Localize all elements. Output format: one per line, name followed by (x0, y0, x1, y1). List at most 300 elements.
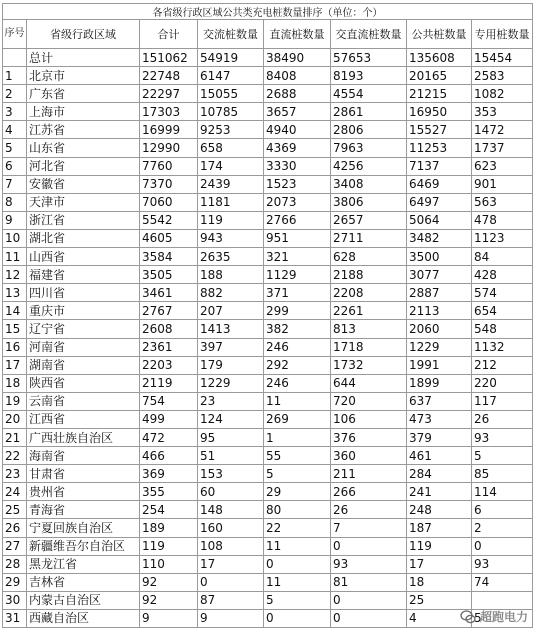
cell-dedicated: 574 (472, 284, 533, 302)
cell-dedicated (472, 591, 533, 609)
cell-ac: 9253 (198, 121, 264, 139)
cell-total: 3584 (140, 248, 198, 266)
cell-acdc: 26 (331, 501, 407, 519)
cell-dc: 5 (264, 591, 331, 609)
cell-ac: 397 (198, 338, 264, 356)
cell-public: 241 (407, 483, 472, 501)
cell-ac: 108 (198, 537, 264, 555)
cell-total: 9 (140, 609, 198, 627)
watermark-text: 超跑电力 (479, 610, 528, 624)
cell-acdc: 2806 (331, 121, 407, 139)
region-name: 北京市 (27, 67, 140, 85)
cell-ac: 23 (198, 392, 264, 410)
cell-total: 369 (140, 465, 198, 483)
region-name: 山东省 (27, 139, 140, 157)
cell-dc: 371 (264, 284, 331, 302)
cell-public: 21215 (407, 85, 472, 103)
header-acdc: 交直流桩数量 (331, 20, 407, 49)
cell-dc: 1523 (264, 175, 331, 193)
cell-dedicated: 0 (472, 537, 533, 555)
cell-acdc: 3806 (331, 193, 407, 211)
region-name: 河北省 (27, 157, 140, 175)
cell-acdc: 376 (331, 428, 407, 446)
row-index: 14 (3, 302, 27, 320)
cell-ac: 119 (198, 211, 264, 229)
cell-dedicated: 114 (472, 483, 533, 501)
table-row (3, 465, 533, 483)
row-index: 26 (3, 519, 27, 537)
cell-dedicated: 654 (472, 302, 533, 320)
cell-public: 3482 (407, 229, 472, 247)
row-index: 8 (3, 193, 27, 211)
cell-dc: 3657 (264, 103, 331, 121)
region-name: 宁夏回族自治区 (27, 519, 140, 537)
cell-total: 499 (140, 410, 198, 428)
cell-ac: 188 (198, 266, 264, 284)
table-row (3, 248, 533, 266)
cell-public: 25 (407, 591, 472, 609)
cell-dedicated: 26 (472, 410, 533, 428)
table-row (3, 410, 533, 428)
cell-total: 2119 (140, 374, 198, 392)
row-index: 1 (3, 67, 27, 85)
totals-dedicated: 15454 (472, 49, 533, 67)
region-name: 江苏省 (27, 121, 140, 139)
cell-ac: 17 (198, 555, 264, 573)
table-row (3, 157, 533, 175)
table-row (3, 483, 533, 501)
cell-public: 1229 (407, 338, 472, 356)
cell-acdc: 360 (331, 447, 407, 465)
totals-ac: 54919 (198, 49, 264, 67)
row-index: 16 (3, 338, 27, 356)
cell-ac: 1229 (198, 374, 264, 392)
cell-dc: 11 (264, 573, 331, 591)
cell-acdc: 106 (331, 410, 407, 428)
cell-dc: 321 (264, 248, 331, 266)
header-dedicated: 专用桩数量 (472, 20, 533, 49)
cell-dedicated: 85 (472, 465, 533, 483)
cell-dc: 80 (264, 501, 331, 519)
table-row (3, 320, 533, 338)
cell-dc: 246 (264, 374, 331, 392)
cell-total: 2767 (140, 302, 198, 320)
region-name: 青海省 (27, 501, 140, 519)
cell-dedicated: 563 (472, 193, 533, 211)
row-index: 30 (3, 591, 27, 609)
table-row (3, 211, 533, 229)
cell-dc: 4940 (264, 121, 331, 139)
header-total: 合计 (140, 20, 198, 49)
cell-ac: 1181 (198, 193, 264, 211)
region-name: 内蒙古自治区 (27, 591, 140, 609)
table-row (3, 284, 533, 302)
cell-dc: 2073 (264, 193, 331, 211)
cell-public: 6469 (407, 175, 472, 193)
cell-total: 12990 (140, 139, 198, 157)
cell-acdc: 0 (331, 609, 407, 627)
cell-acdc: 2711 (331, 229, 407, 247)
header-ac: 交流桩数量 (198, 20, 264, 49)
cell-ac: 60 (198, 483, 264, 501)
region-name: 海南省 (27, 447, 140, 465)
cell-dedicated: 353 (472, 103, 533, 121)
cell-dc: 951 (264, 229, 331, 247)
row-index: 15 (3, 320, 27, 338)
row-index: 31 (3, 609, 27, 627)
table-row (3, 447, 533, 465)
totals-row (3, 49, 533, 67)
row-index: 12 (3, 266, 27, 284)
cell-public: 5064 (407, 211, 472, 229)
cell-total: 2608 (140, 320, 198, 338)
cell-public: 2887 (407, 284, 472, 302)
cell-acdc: 211 (331, 465, 407, 483)
cell-ac: 124 (198, 410, 264, 428)
cell-ac: 160 (198, 519, 264, 537)
cell-dedicated: 84 (472, 248, 533, 266)
cell-dc: 0 (264, 609, 331, 627)
cell-public: 18 (407, 573, 472, 591)
header-public: 公共桩数量 (407, 20, 472, 49)
cell-ac: 179 (198, 356, 264, 374)
region-name: 浙江省 (27, 211, 140, 229)
cell-ac: 10785 (198, 103, 264, 121)
table-row (3, 67, 533, 85)
region-name: 重庆市 (27, 302, 140, 320)
cell-acdc: 81 (331, 573, 407, 591)
region-name: 河南省 (27, 338, 140, 356)
table-row (3, 537, 533, 555)
cell-dedicated: 428 (472, 266, 533, 284)
region-name: 辽宁省 (27, 320, 140, 338)
table-row (3, 139, 533, 157)
region-name: 贵州省 (27, 483, 140, 501)
totals-index (3, 49, 27, 67)
cell-acdc: 8193 (331, 67, 407, 85)
cell-ac: 9 (198, 609, 264, 627)
region-name: 新疆维吾尔自治区 (27, 537, 140, 555)
cell-public: 119 (407, 537, 472, 555)
charging-pile-table (2, 3, 533, 628)
cell-acdc: 93 (331, 555, 407, 573)
cell-public: 11253 (407, 139, 472, 157)
cell-acdc: 266 (331, 483, 407, 501)
cell-acdc: 644 (331, 374, 407, 392)
cell-acdc: 628 (331, 248, 407, 266)
cell-acdc: 2861 (331, 103, 407, 121)
cell-total: 92 (140, 573, 198, 591)
cell-dc: 1129 (264, 266, 331, 284)
region-name: 福建省 (27, 266, 140, 284)
cell-public: 16950 (407, 103, 472, 121)
cell-public: 461 (407, 447, 472, 465)
table-row (3, 501, 533, 519)
cell-total: 119 (140, 537, 198, 555)
cell-dc: 11 (264, 537, 331, 555)
cell-dedicated: 6 (472, 501, 533, 519)
cell-total: 110 (140, 555, 198, 573)
cell-public: 473 (407, 410, 472, 428)
cell-acdc: 2261 (331, 302, 407, 320)
cell-public: 1991 (407, 356, 472, 374)
region-name: 吉林省 (27, 573, 140, 591)
cell-dedicated: 117 (472, 392, 533, 410)
row-index: 4 (3, 121, 27, 139)
cell-acdc: 0 (331, 591, 407, 609)
cell-ac: 0 (198, 573, 264, 591)
cell-dc: 292 (264, 356, 331, 374)
totals-label: 总计 (27, 49, 140, 67)
cell-ac: 6147 (198, 67, 264, 85)
cell-dc: 29 (264, 483, 331, 501)
cell-ac: 2439 (198, 175, 264, 193)
table-row (3, 591, 533, 609)
cell-total: 3505 (140, 266, 198, 284)
cell-acdc: 2208 (331, 284, 407, 302)
cell-dedicated: 548 (472, 320, 533, 338)
cell-total: 2361 (140, 338, 198, 356)
cell-dedicated: 93 (472, 555, 533, 573)
cell-public: 379 (407, 428, 472, 446)
cell-total: 7370 (140, 175, 198, 193)
table-row (3, 121, 533, 139)
table-row (3, 555, 533, 573)
totals-public: 135608 (407, 49, 472, 67)
cell-dc: 2688 (264, 85, 331, 103)
row-index: 22 (3, 447, 27, 465)
row-index: 19 (3, 392, 27, 410)
table-row (3, 85, 533, 103)
region-name: 云南省 (27, 392, 140, 410)
table-row (3, 392, 533, 410)
cell-ac: 207 (198, 302, 264, 320)
cell-dedicated: 2583 (472, 67, 533, 85)
cell-dedicated: 1472 (472, 121, 533, 139)
region-name: 山西省 (27, 248, 140, 266)
cell-public: 4 (407, 609, 472, 627)
cell-public: 17 (407, 555, 472, 573)
row-index: 11 (3, 248, 27, 266)
cell-public: 3077 (407, 266, 472, 284)
cell-acdc: 7 (331, 519, 407, 537)
cell-total: 2203 (140, 356, 198, 374)
cell-ac: 1413 (198, 320, 264, 338)
cell-dedicated: 74 (472, 573, 533, 591)
cell-ac: 95 (198, 428, 264, 446)
region-name: 广东省 (27, 85, 140, 103)
totals-acdc: 57653 (331, 49, 407, 67)
cell-total: 466 (140, 447, 198, 465)
region-name: 陕西省 (27, 374, 140, 392)
cell-public: 15527 (407, 121, 472, 139)
cell-public: 187 (407, 519, 472, 537)
cell-dc: 11 (264, 392, 331, 410)
cell-ac: 2635 (198, 248, 264, 266)
totals-dc: 38490 (264, 49, 331, 67)
cell-dedicated: 1737 (472, 139, 533, 157)
header-dc: 直流桩数量 (264, 20, 331, 49)
table-row (3, 266, 533, 284)
cell-acdc: 4256 (331, 157, 407, 175)
cell-dedicated: 623 (472, 157, 533, 175)
row-index: 13 (3, 284, 27, 302)
table-row (3, 103, 533, 121)
cell-public: 7137 (407, 157, 472, 175)
cell-total: 4605 (140, 229, 198, 247)
cell-public: 3500 (407, 248, 472, 266)
cell-public: 20165 (407, 67, 472, 85)
region-name: 江西省 (27, 410, 140, 428)
cell-public: 2113 (407, 302, 472, 320)
cell-ac: 153 (198, 465, 264, 483)
region-name: 甘肃省 (27, 465, 140, 483)
cell-dedicated: 93 (472, 428, 533, 446)
row-index: 29 (3, 573, 27, 591)
cell-total: 22297 (140, 85, 198, 103)
row-index: 18 (3, 374, 27, 392)
row-index: 2 (3, 85, 27, 103)
header-region: 省级行政区域 (27, 20, 140, 49)
region-name: 四川省 (27, 284, 140, 302)
cell-total: 92 (140, 591, 198, 609)
cell-dc: 22 (264, 519, 331, 537)
cell-dc: 299 (264, 302, 331, 320)
cell-dc: 1 (264, 428, 331, 446)
row-index: 5 (3, 139, 27, 157)
region-name: 西藏自治区 (27, 609, 140, 627)
cell-acdc: 4554 (331, 85, 407, 103)
row-index: 20 (3, 410, 27, 428)
row-index: 6 (3, 157, 27, 175)
cell-dedicated: 212 (472, 356, 533, 374)
cell-dedicated: 901 (472, 175, 533, 193)
cell-acdc: 1732 (331, 356, 407, 374)
cell-dc: 0 (264, 555, 331, 573)
row-index: 21 (3, 428, 27, 446)
header-index: 序号 (3, 20, 27, 49)
table-row (3, 338, 533, 356)
cell-total: 7060 (140, 193, 198, 211)
region-name: 广西壮族自治区 (27, 428, 140, 446)
row-index: 10 (3, 229, 27, 247)
table-title: 各省级行政区域公共类充电桩数量排序（单位：个） (3, 4, 533, 20)
cell-dedicated: 1123 (472, 229, 533, 247)
row-index: 24 (3, 483, 27, 501)
cell-dc: 3330 (264, 157, 331, 175)
cell-total: 189 (140, 519, 198, 537)
cell-acdc: 3408 (331, 175, 407, 193)
cell-total: 17303 (140, 103, 198, 121)
cell-total: 472 (140, 428, 198, 446)
row-index: 17 (3, 356, 27, 374)
cell-dc: 2766 (264, 211, 331, 229)
row-index: 3 (3, 103, 27, 121)
cell-public: 2060 (407, 320, 472, 338)
table-body (3, 49, 533, 628)
table-row (3, 428, 533, 446)
cell-acdc: 2657 (331, 211, 407, 229)
cell-dedicated: 478 (472, 211, 533, 229)
cell-dedicated: 5 (472, 609, 533, 627)
cell-acdc: 2188 (331, 266, 407, 284)
cell-acdc: 1718 (331, 338, 407, 356)
cell-dc: 4369 (264, 139, 331, 157)
cell-ac: 882 (198, 284, 264, 302)
table-row (3, 175, 533, 193)
cell-dedicated: 1132 (472, 338, 533, 356)
cell-total: 754 (140, 392, 198, 410)
table-row (3, 519, 533, 537)
row-index: 28 (3, 555, 27, 573)
region-name: 黑龙江省 (27, 555, 140, 573)
region-name: 安徽省 (27, 175, 140, 193)
row-index: 27 (3, 537, 27, 555)
cell-public: 6497 (407, 193, 472, 211)
watermark (460, 608, 528, 625)
totals-total: 151062 (140, 49, 198, 67)
cell-public: 1899 (407, 374, 472, 392)
cell-dedicated: 1082 (472, 85, 533, 103)
cell-public: 637 (407, 392, 472, 410)
region-name: 上海市 (27, 103, 140, 121)
cell-total: 3461 (140, 284, 198, 302)
cell-acdc: 0 (331, 537, 407, 555)
cell-total: 5542 (140, 211, 198, 229)
table-row (3, 356, 533, 374)
cell-dc: 246 (264, 338, 331, 356)
table-row (3, 302, 533, 320)
table-row (3, 193, 533, 211)
cell-ac: 658 (198, 139, 264, 157)
row-index: 7 (3, 175, 27, 193)
table-row (3, 374, 533, 392)
cell-ac: 51 (198, 447, 264, 465)
table-row (3, 609, 533, 627)
cell-ac: 174 (198, 157, 264, 175)
cell-total: 22748 (140, 67, 198, 85)
region-name: 天津市 (27, 193, 140, 211)
cell-acdc: 7963 (331, 139, 407, 157)
table-row (3, 573, 533, 591)
cell-ac: 943 (198, 229, 264, 247)
cell-dc: 8408 (264, 67, 331, 85)
cell-total: 16999 (140, 121, 198, 139)
cell-acdc: 813 (331, 320, 407, 338)
cell-dedicated: 220 (472, 374, 533, 392)
region-name: 湖北省 (27, 229, 140, 247)
cell-dedicated: 5 (472, 447, 533, 465)
cell-public: 284 (407, 465, 472, 483)
region-name: 湖南省 (27, 356, 140, 374)
cell-total: 254 (140, 501, 198, 519)
cell-dc: 382 (264, 320, 331, 338)
cell-ac: 148 (198, 501, 264, 519)
cell-public: 248 (407, 501, 472, 519)
cell-ac: 87 (198, 591, 264, 609)
cell-dc: 5 (264, 465, 331, 483)
row-index: 9 (3, 211, 27, 229)
row-index: 25 (3, 501, 27, 519)
cell-dc: 269 (264, 410, 331, 428)
cell-acdc: 720 (331, 392, 407, 410)
row-index: 23 (3, 465, 27, 483)
cell-ac: 15055 (198, 85, 264, 103)
table-row (3, 229, 533, 247)
cell-dc: 55 (264, 447, 331, 465)
wechat-icon (460, 609, 476, 625)
cell-total: 7760 (140, 157, 198, 175)
